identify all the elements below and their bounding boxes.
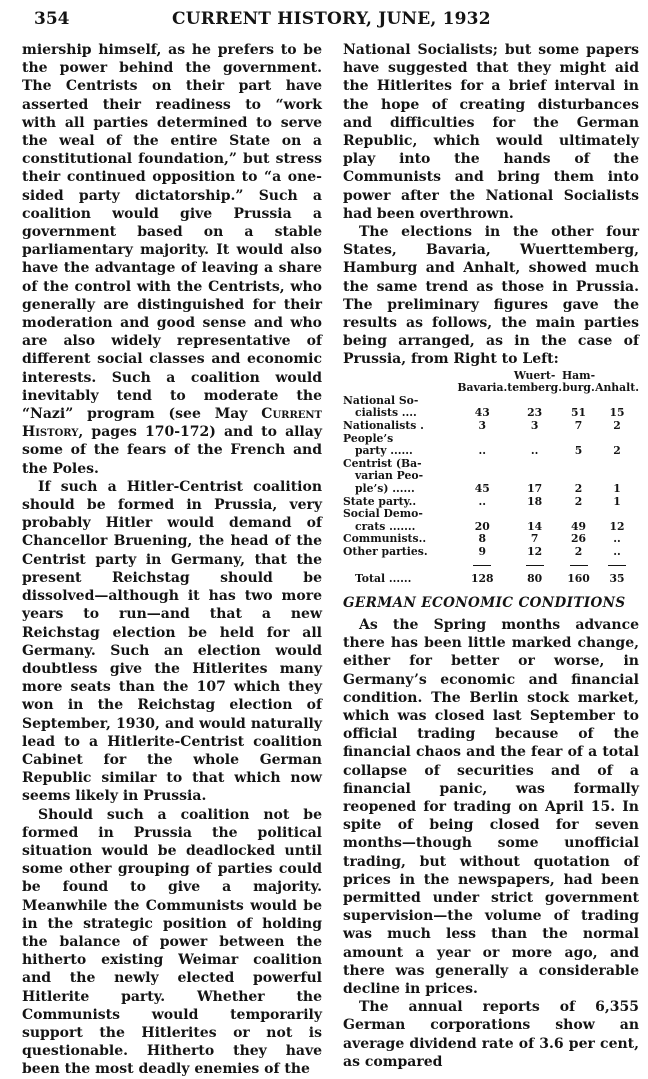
- table-row: [343, 420, 639, 433]
- table-cell: 17: [527, 482, 543, 495]
- table-cell: 12: [527, 544, 543, 558]
- table-header-row: [343, 382, 639, 395]
- row-label: State party..: [343, 494, 417, 508]
- paragraph-text: , pages 170-172) and to allay some of the fears of the French and the Poles.: [22, 424, 322, 477]
- table-cell: 1: [613, 482, 621, 495]
- paragraph: The elections in the other four States, Bavaria, Wuerttemberg, Hamburg and Anhalt, showed much the same trend as those in Prussia. The preliminary figures gave the results as follows, the main parties being arranged, as in the case of Prussia, from Right to Left:: [343, 224, 639, 368]
- row-label: varian Peo-: [355, 469, 424, 483]
- row-label: Total ......: [355, 572, 412, 586]
- table-cell: 49: [571, 519, 587, 533]
- table-cell: 26: [571, 532, 587, 546]
- table-cell: 35: [609, 572, 625, 586]
- paragraph: [22, 41, 322, 478]
- running-title: CURRENT HISTORY, JUNE, 1932: [172, 9, 491, 29]
- table-cell: 3: [530, 419, 539, 433]
- row-label: crats .......: [355, 519, 416, 533]
- table-cell: ..: [613, 544, 621, 558]
- table-cell: 5: [574, 444, 583, 458]
- paragraph: If such a Hitler-Centrist coalition should be formed in Prussia, very probably Hitler would demand of Chancellor Bruening, the head of the Centrist party in Germany, that the present Reichstag should be dissolved—although it has two more years to run—and that a new Reichstag election be held for all Germany. Such an election would doubtless give the Hitlerites many more seats than the 107 which they won in the Reichstag election of September, 1930, and would naturally lead to a Hitlerite-Centrist coalition Cabinet for the whole German Republic similar to that which now seems likely in Prussia.: [22, 478, 322, 805]
- table-cell: 9: [478, 544, 487, 558]
- table-cell: 51: [571, 406, 587, 420]
- table-cell: 15: [609, 406, 625, 420]
- table-cell: 43: [474, 406, 490, 420]
- table-cell: 80: [527, 572, 543, 586]
- column-header: Ham-: [561, 368, 596, 382]
- right-column: [343, 41, 639, 1071]
- total-rule: [473, 565, 491, 568]
- table-row: [343, 445, 639, 458]
- table-cell: 3: [478, 419, 487, 433]
- column-header: temberg.: [507, 381, 562, 395]
- row-label: party ......: [355, 444, 413, 458]
- paragraph: The annual reports of 6,355 German corporations show an average dividend rate of 3.6 per cent, as compared: [343, 999, 639, 1070]
- row-label: cialists ....: [355, 406, 417, 420]
- row-label: Social Demo-: [343, 507, 423, 521]
- row-label: National So-: [343, 393, 419, 407]
- column-header: Bavaria.: [457, 381, 508, 395]
- table-cell: 45: [474, 482, 490, 495]
- election-results-table: [343, 370, 639, 586]
- row-label: Other parties.: [343, 544, 428, 558]
- table-cell: 14: [527, 519, 543, 533]
- table-cell: 20: [474, 519, 490, 533]
- table-cell: 160: [567, 572, 590, 586]
- column-header: Anhalt.: [595, 381, 639, 395]
- paragraph: As the Spring months advance there has been little marked change, either for better or worse, in Germany’s economic and financial condition. The Berlin stock market, which was closed last September to official trading because of the financial chaos and the fear of a total collapse of securities and of a financial panic, was formally reopened for trading on April 15. In spite of being closed for seven months—though some unofficial trading, but without quotation of prices in the newspapers, had been permitted under strict government supervision—the volume of trading was much less than the normal amount a year or more ago, and there was generally a considerable decline in prices.: [343, 616, 639, 998]
- paragraph-text: miership himself, as he prefers to be the power behind the government. The Centrists on their part have asserted their readiness to “work with all parties determined to serve the weal of the entire State on a constitutional foundation,” but stress their continued opposition to “a one-sided party dictatorship.” Such a coalition would give Prussia a government based on a stable parliamentary majority. It would also have the advantage of leaving a share of the control with the Centrists, who generally are distinguished for their moderation and good sense and who are also widely representative of different social classes and economic interests. Such a coalition would inevitably tend to moderate the “Nazi” program (see May: [22, 42, 322, 423]
- table-cell: ..: [530, 444, 539, 458]
- total-rule: [570, 565, 588, 568]
- column-header: burg.: [562, 381, 595, 395]
- row-label: People’s: [343, 431, 394, 445]
- column-header: Wuert-: [513, 368, 556, 382]
- row-label: Centrist (Ba-: [343, 456, 422, 470]
- total-rule-row: [343, 559, 639, 572]
- page-header: [22, 9, 638, 33]
- row-label: ple’s) ......: [355, 482, 415, 495]
- table-total-row: [343, 571, 639, 586]
- table-cell: 2: [574, 494, 583, 508]
- table-cell: 7: [574, 419, 583, 433]
- total-rule: [526, 565, 544, 568]
- table-cell: 8: [478, 532, 487, 546]
- table-cell: 12: [609, 519, 625, 533]
- table-cell: 2: [574, 482, 583, 495]
- table-cell: ..: [478, 494, 487, 508]
- table-cell: 2: [574, 544, 583, 558]
- total-rule: [608, 565, 626, 568]
- magazine-name: Current History: [22, 406, 322, 441]
- left-column: [22, 41, 322, 1079]
- table-row: [343, 546, 639, 559]
- table-cell: ..: [613, 532, 621, 546]
- table-cell: 7: [530, 532, 539, 546]
- row-label: Nationalists .: [343, 419, 424, 433]
- row-label: Communists..: [343, 532, 427, 546]
- table-cell: 128: [471, 572, 494, 586]
- table-cell: 1: [613, 494, 621, 508]
- paragraph: National Socialists; but some papers have suggested that they might aid the Hitlerites for a brief interval in the hope of creating disturbances and difficulties for the German Republic, which would ultimately play into the hands of the Communists and bring them into power after the National Socialists had been overthrown.: [343, 42, 639, 222]
- table-cell: ..: [478, 444, 487, 458]
- table-row: [343, 508, 639, 521]
- table-row: [343, 483, 639, 496]
- page-number: 354: [34, 9, 70, 29]
- table-cell: 18: [527, 494, 543, 508]
- section-heading: GERMAN ECONOMIC CONDITIONS: [343, 594, 626, 611]
- paragraph: Should such a coalition not be formed in Prussia the political situation would be deadlocked until some other grouping of parties could be found to give a majority. Meanwhile the Communists would be in the strategic position of holding the balance of power between the hitherto existing Weimar coalition and the newly elected powerful Hitlerite party. Whether the Communists would temporarily support the Hitlerites or not is questionable. Hitherto they have been the most deadly enemies of the: [22, 806, 322, 1078]
- table-cell: 23: [527, 406, 543, 420]
- table-cell: 2: [613, 419, 621, 433]
- table-cell: 2: [613, 444, 621, 458]
